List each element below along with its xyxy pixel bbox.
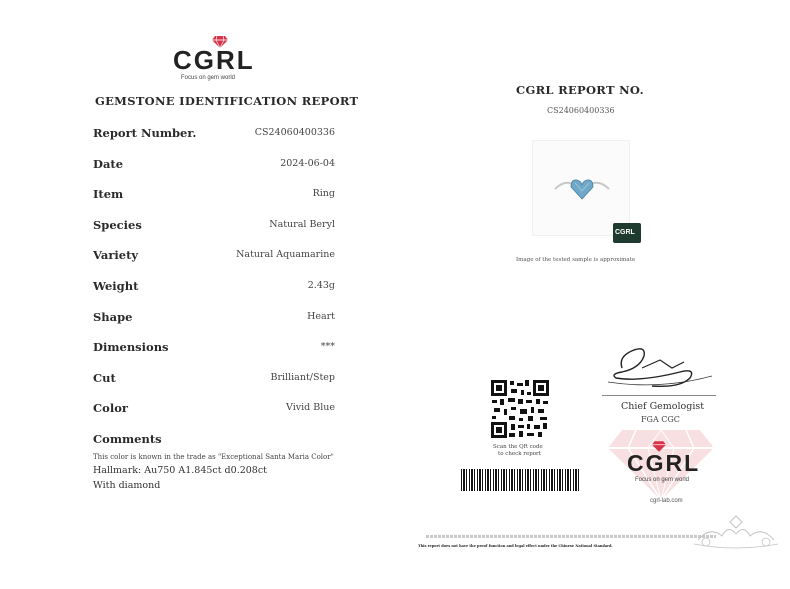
field-color (93, 401, 335, 417)
signature-icon (600, 338, 718, 394)
field-value: Natural Beryl (269, 219, 335, 230)
field-value: 2024-06-04 (280, 158, 335, 169)
field-variety (93, 248, 335, 264)
field-label: Weight (93, 279, 139, 293)
field-cut (93, 371, 335, 387)
crown-watermark-icon (690, 512, 782, 550)
field-value: 2.43g (307, 280, 335, 291)
field-value: CS24060400336 (254, 127, 335, 138)
field-date (93, 157, 335, 173)
qr-caption-1: Scan the QR code (493, 444, 543, 450)
report-no-title: CGRL REPORT NO. (516, 83, 644, 97)
field-value: Heart (307, 311, 335, 322)
field-label: Cut (93, 371, 116, 385)
brand-logo: CGRL (173, 45, 255, 75)
qr-code-icon (490, 379, 550, 439)
field-value: Vivid Blue (286, 402, 335, 413)
field-label: Shape (93, 310, 133, 324)
signature-line (602, 395, 716, 396)
comments-label: Comments (93, 432, 162, 446)
photo-watermark-badge (613, 223, 641, 243)
field-report-number (93, 126, 335, 142)
image-caption: Image of the tested sample is approximate (516, 257, 636, 263)
comment-trade-color: This color is known in the trade as "Exceptional Santa Maria Color" (93, 453, 334, 461)
barcode (461, 469, 579, 491)
qr-caption-2: to check report (498, 451, 541, 457)
seal-logo: CGRL (627, 450, 701, 476)
field-label: Item (93, 187, 124, 201)
field-label: Date (93, 157, 124, 171)
field-label: Species (93, 218, 142, 232)
photo-watermark-logo: CGRL (615, 229, 635, 236)
brand-tagline: Focus on gem world (181, 75, 236, 81)
field-label: Variety (93, 248, 139, 262)
field-label: Dimensions (93, 340, 169, 354)
field-species (93, 218, 335, 234)
field-value: Brilliant/Step (270, 372, 335, 383)
signature-title: Chief Gemologist (621, 401, 705, 412)
sample-photo (532, 140, 630, 236)
comment-diamond: With diamond (93, 480, 161, 491)
signature-sub: FGA CGC (641, 415, 680, 424)
report-title: GEMSTONE IDENTIFICATION REPORT (95, 94, 359, 108)
footer-disclaimer: This report does not have the proof function and legal effect under the Chinese National Standard. (418, 544, 613, 548)
field-value: Ring (312, 188, 335, 199)
website-text: cgrl-lab.com (650, 498, 683, 504)
field-label: Report Number. (93, 126, 197, 140)
comment-hallmark: Hallmark: Au750 A1.845ct d0.208ct (93, 465, 267, 476)
field-item (93, 187, 335, 203)
report-no-value: CS24060400336 (547, 106, 615, 115)
field-value: *** (320, 341, 335, 352)
field-label: Color (93, 401, 128, 415)
seal-tagline: Focus on gem world (635, 477, 690, 483)
field-value: Natural Aquamarine (236, 249, 335, 260)
footer-fine-print (426, 535, 716, 538)
field-shape (93, 310, 335, 326)
field-weight (93, 279, 335, 295)
field-dimensions (93, 340, 335, 356)
